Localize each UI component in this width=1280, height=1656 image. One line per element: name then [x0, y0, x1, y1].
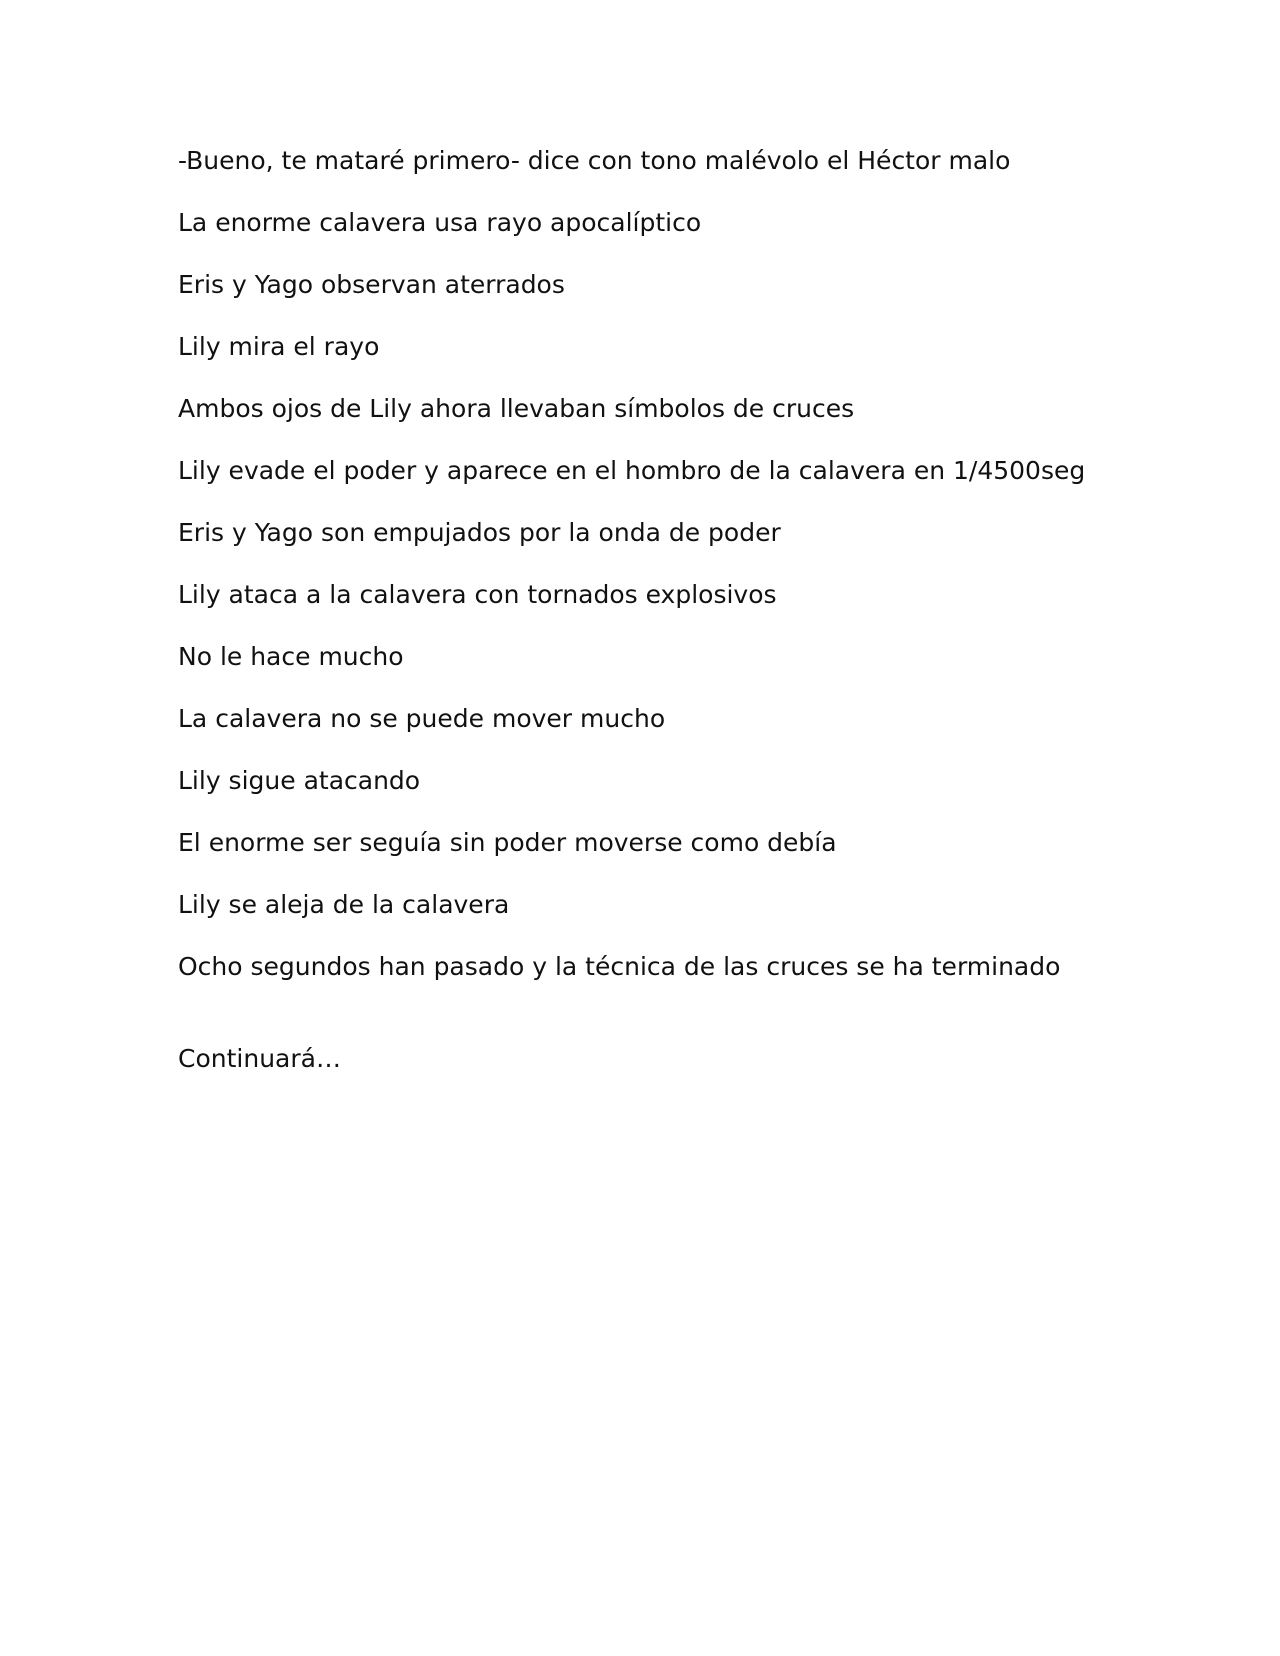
paragraph-line: La enorme calavera usa rayo apocalíptico: [178, 208, 702, 237]
paragraph-line: No le hace mucho: [178, 642, 404, 671]
closing-line: Continuará…: [178, 1044, 341, 1073]
paragraph-line: Lily se aleja de la calavera: [178, 890, 510, 919]
paragraph-line: Lily sigue atacando: [178, 766, 421, 795]
paragraph-line: Ambos ojos de Lily ahora llevaban símbolos de cruces: [178, 394, 855, 423]
paragraph-line: -Bueno, te mataré primero- dice con tono malévolo el Héctor malo: [178, 146, 1011, 175]
paragraph-line: Eris y Yago observan aterrados: [178, 270, 565, 299]
paragraph-line: Eris y Yago son empujados por la onda de poder: [178, 518, 781, 547]
paragraph-line: La calavera no se puede mover mucho: [178, 704, 666, 733]
paragraph-line: Lily mira el rayo: [178, 332, 380, 361]
paragraph-line: Lily ataca a la calavera con tornados explosivos: [178, 580, 777, 609]
paragraph-line: Ocho segundos han pasado y la técnica de las cruces se ha terminado: [178, 952, 1061, 981]
paragraph-line: El enorme ser seguía sin poder moverse como debía: [178, 828, 837, 857]
paragraph-line: Lily evade el poder y aparece en el hombro de la calavera en 1/4500seg: [178, 456, 1086, 485]
document-body: [178, 146, 1138, 1074]
